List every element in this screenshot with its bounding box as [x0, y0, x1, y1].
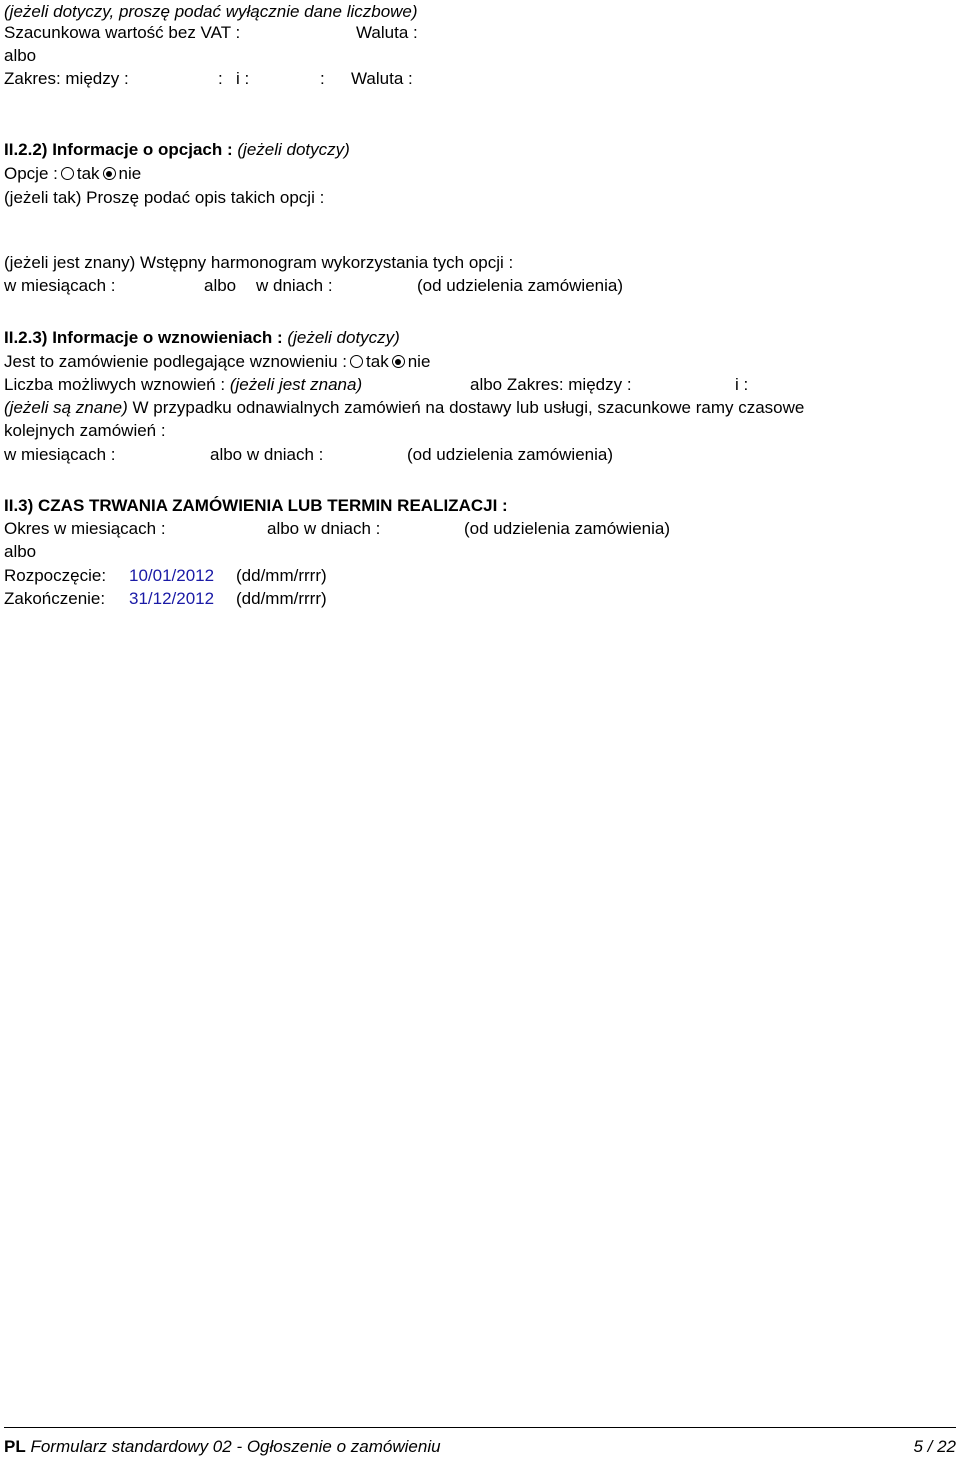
renewal-timeframe-note: (jeżeli są znane) — [4, 398, 128, 417]
options-heading — [4, 140, 350, 160]
options-applicability: (jeżeli dotyczy) — [237, 140, 350, 159]
renewal-yes-radio[interactable] — [350, 355, 363, 368]
renewal-timeframe-row — [4, 398, 804, 418]
options-no-label: nie — [118, 164, 142, 183]
renewal-count-note: (jeżeli jest znana) — [229, 375, 363, 394]
duration-heading: II.3) CZAS TRWANIA ZAMÓWIENIA LUB TERMIN REALIZACJI : — [4, 496, 508, 515]
renewal-or-range: albo Zakres: między : — [470, 375, 632, 394]
range-and-label: i : — [236, 69, 250, 88]
estimated-value-row — [4, 23, 418, 43]
value-or: albo — [4, 46, 37, 65]
renewal-from-award: (od udzielenia zamówienia) — [407, 445, 614, 464]
footer-divider — [4, 1427, 956, 1428]
renewal-no-label: nie — [407, 352, 431, 371]
renewal-or-days: albo w dniach : — [210, 445, 324, 464]
renewal-count-label: Liczba możliwych wznowień : — [4, 375, 226, 394]
options-section-title: Informacje o opcjach : — [52, 140, 233, 159]
range-currency-label: Waluta : — [351, 69, 413, 88]
options-section-number: II.2.2) — [4, 140, 48, 159]
duration-or: albo — [4, 542, 37, 561]
renewal-and-label: i : — [735, 375, 749, 394]
renewal-section-number: II.2.3) — [4, 328, 48, 347]
renewal-heading — [4, 328, 400, 348]
duration-end-format: (dd/mm/rrrr) — [236, 589, 327, 608]
renewal-label: Jest to zamówienie podlegające wznowieniu : — [4, 352, 348, 371]
estimated-value-label: Szacunkowa wartość bez VAT : — [4, 23, 241, 42]
renewal-radio-row — [4, 352, 430, 372]
duration-from-award: (od udzielenia zamówienia) — [464, 519, 671, 538]
range-colon-1: : — [218, 69, 223, 88]
options-from-award: (od udzielenia zamówienia) — [417, 276, 624, 295]
duration-end-label: Zakończenie: — [4, 589, 106, 608]
options-schedule-row — [4, 276, 624, 296]
options-schedule-prompt: (jeżeli jest znany) Wstępny harmonogram wykorzystania tych opcji : — [4, 253, 514, 272]
duration-end-row — [4, 589, 327, 609]
renewal-schedule-row — [4, 445, 614, 465]
options-yes-radio[interactable] — [61, 167, 74, 180]
renewal-applicability: (jeżeli dotyczy) — [287, 328, 400, 347]
options-yes-label: tak — [76, 164, 100, 183]
renewal-timeframe-text-2: kolejnych zamówień : — [4, 421, 166, 440]
currency-label: Waluta : — [356, 23, 418, 42]
duration-start-row — [4, 566, 327, 586]
value-note: (jeżeli dotyczy, proszę podać wyłącznie dane liczbowe) — [4, 2, 418, 21]
duration-end-date: 31/12/2012 — [129, 589, 215, 608]
range-label: Zakres: między : — [4, 69, 129, 88]
duration-start-label: Rozpoczęcie: — [4, 566, 107, 585]
options-or-label: albo — [204, 276, 237, 295]
range-row — [4, 69, 413, 89]
options-description-prompt: (jeżeli tak) Proszę podać opis takich opcji : — [4, 188, 325, 207]
renewal-section-title: Informacje o wznowieniach : — [52, 328, 283, 347]
duration-start-date: 10/01/2012 — [129, 566, 215, 585]
footer-page-number: 5 / 22 — [913, 1437, 956, 1456]
renewal-no-radio[interactable] — [392, 355, 405, 368]
renewal-timeframe-text: W przypadku odnawialnych zamówień na dostawy lub usługi, szacunkowe ramy czasowe — [132, 398, 805, 417]
duration-start-format: (dd/mm/rrrr) — [236, 566, 327, 585]
footer-form-name: Formularz standardowy 02 - Ogłoszenie o zamówieniu — [30, 1437, 441, 1456]
duration-or-days: albo w dniach : — [267, 519, 381, 538]
duration-period-row — [4, 519, 671, 539]
footer-left — [4, 1437, 441, 1457]
options-label: Opcje : — [4, 164, 58, 183]
options-months-label: w miesiącach : — [4, 276, 116, 295]
options-radio-row — [4, 164, 141, 184]
options-no-radio[interactable] — [103, 167, 116, 180]
renewal-months-label: w miesiącach : — [4, 445, 116, 464]
renewal-count-row — [4, 375, 749, 395]
options-days-label: w dniach : — [256, 276, 333, 295]
range-colon-2: : — [320, 69, 325, 88]
renewal-yes-label: tak — [366, 352, 389, 371]
footer-language: PL — [4, 1437, 26, 1456]
duration-period-label: Okres w miesiącach : — [4, 519, 166, 538]
